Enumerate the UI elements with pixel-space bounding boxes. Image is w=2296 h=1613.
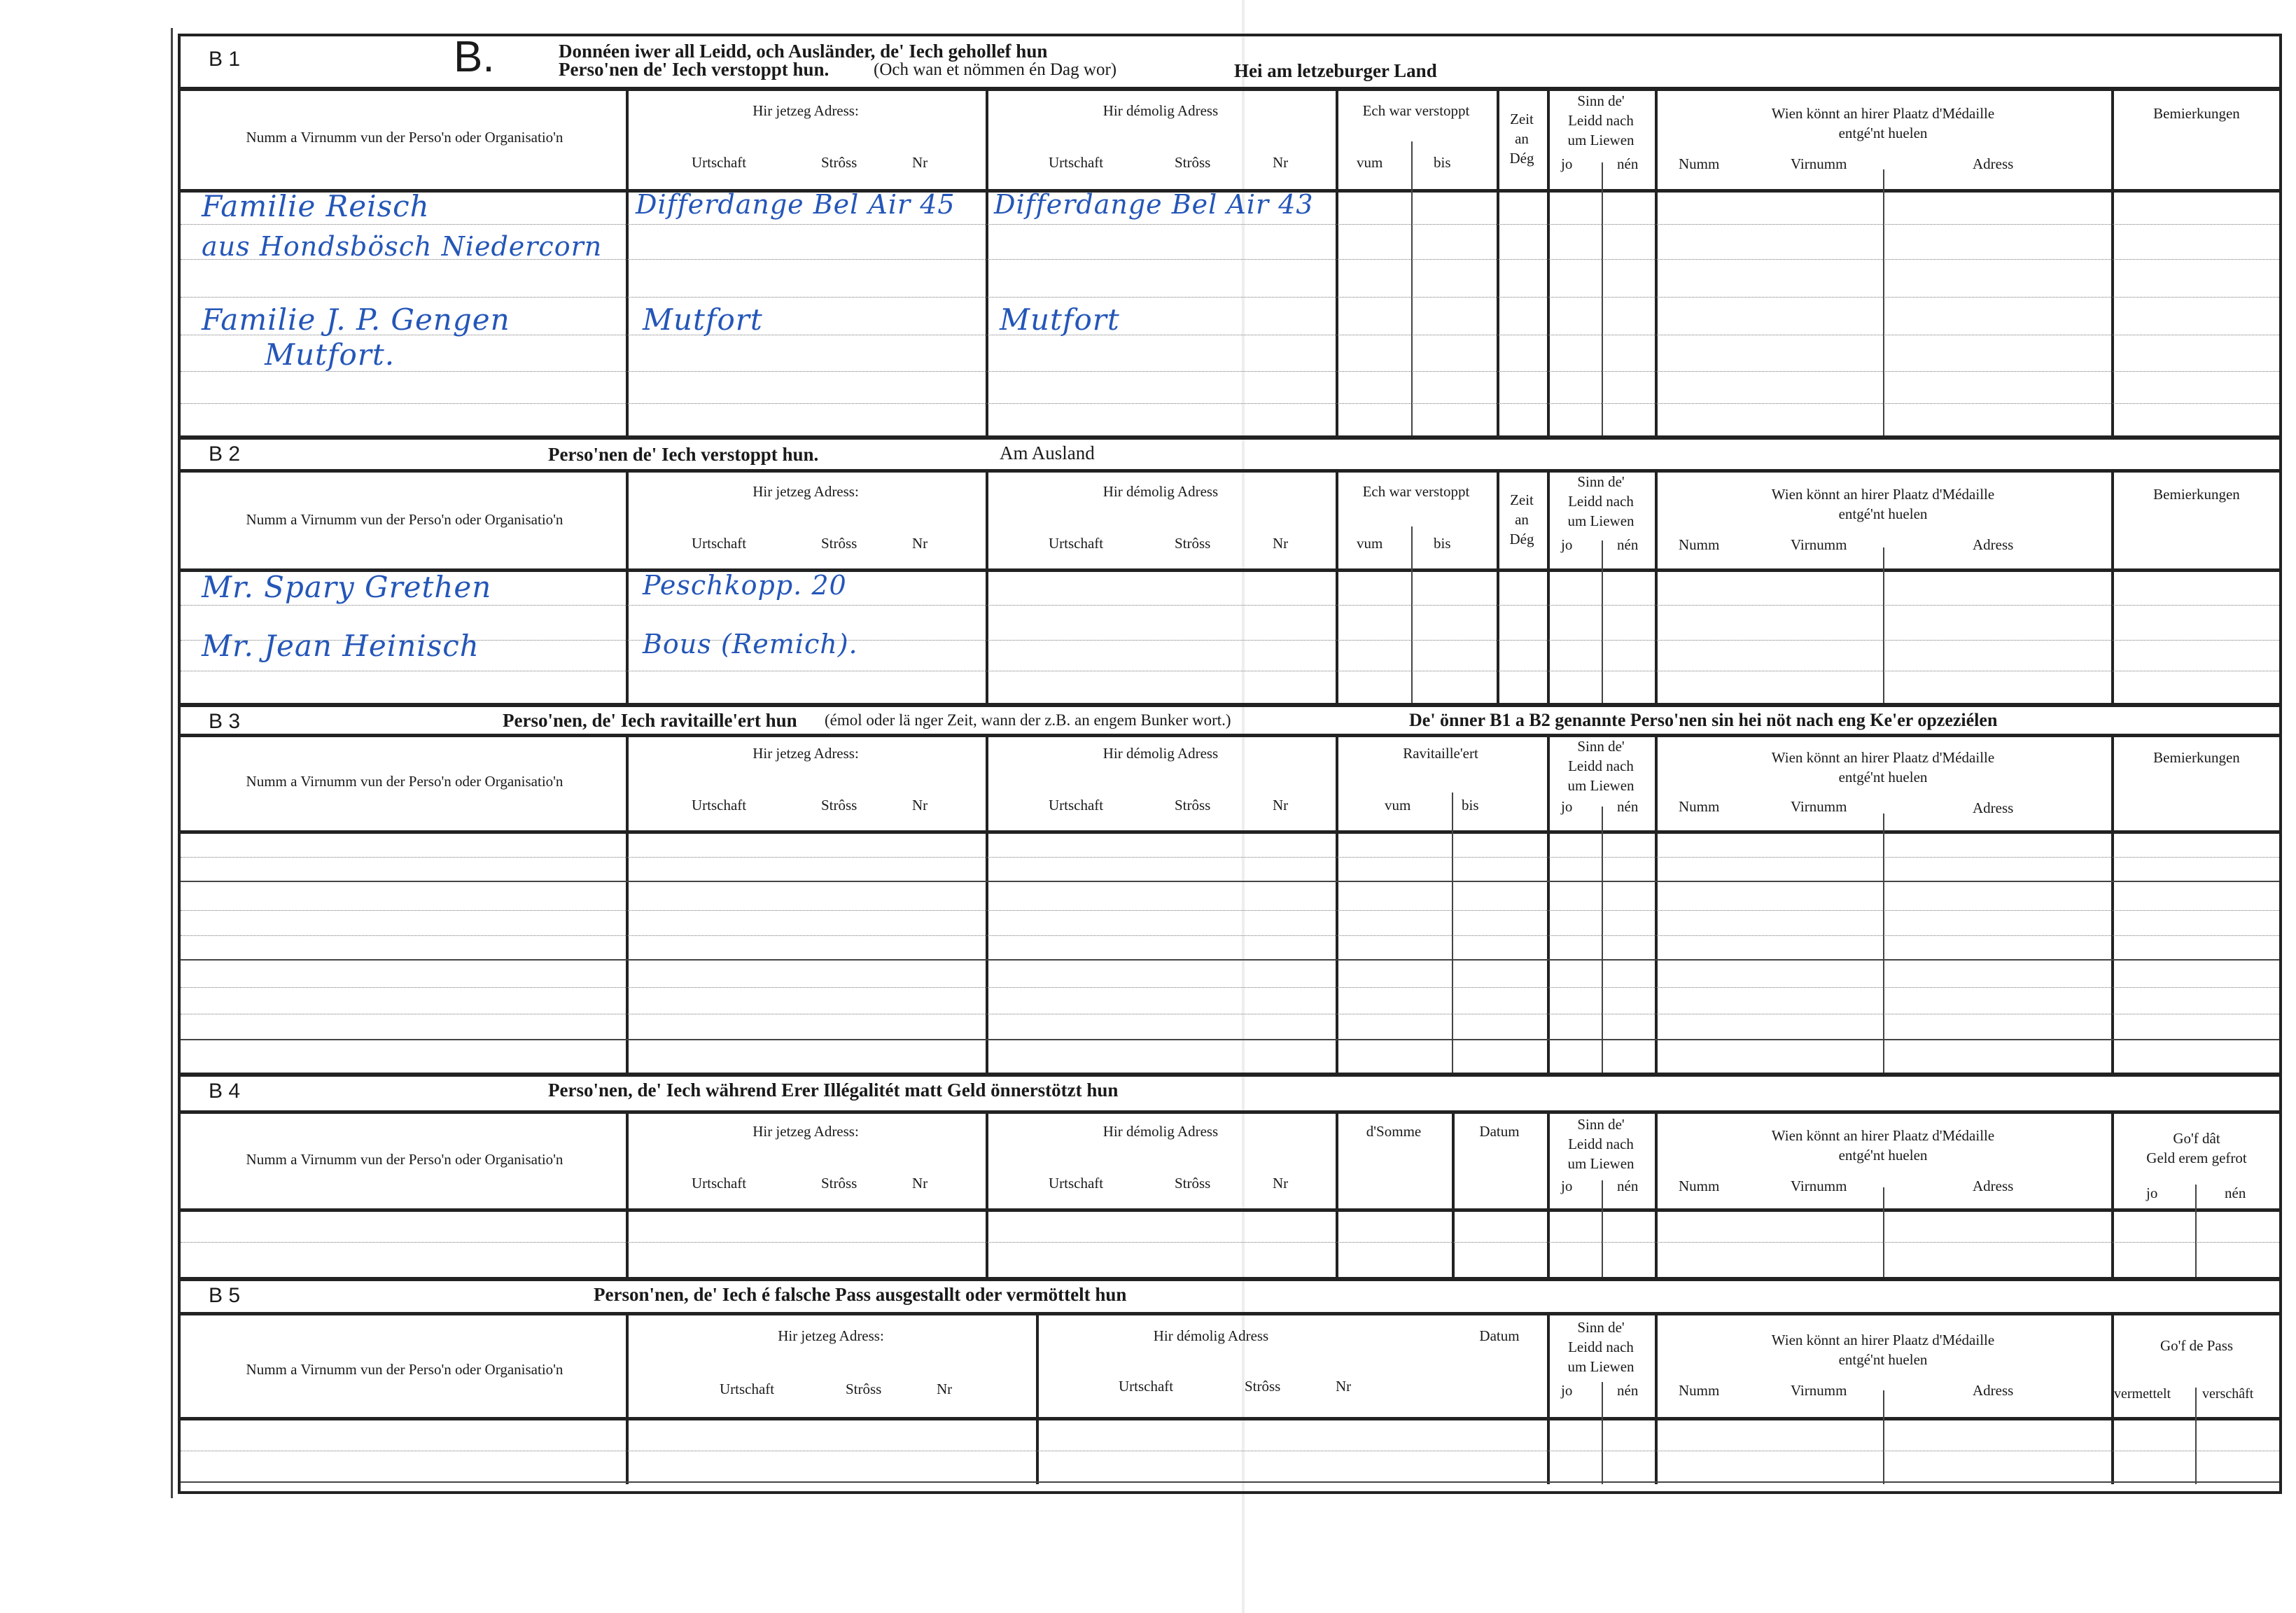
header-numm: Numm	[1679, 536, 1720, 553]
b2-entry-addr-2: Bous (Remich).	[643, 629, 858, 659]
header-adress: Adress	[1973, 1178, 2014, 1194]
section-code-b3: B 3	[209, 710, 241, 733]
b4-header-rule	[181, 1208, 2279, 1212]
header-somme: d'Somme	[1366, 1123, 1422, 1140]
header-urtschaft: Urtschaft	[692, 1175, 747, 1192]
header-vum: vum	[1357, 154, 1383, 171]
vline	[2111, 469, 2114, 703]
b1-title-line3: Hei am letzeburger Land	[1234, 60, 1437, 81]
header-alive: Sinn de' Leidd nach um Liewen	[1567, 1116, 1634, 1172]
header-nen: nén	[1617, 1382, 1639, 1399]
header-pass: Go'f de Pass	[2160, 1337, 2234, 1354]
b1-entry-addr-3: Mutfort	[643, 302, 763, 337]
section-code-b4: B 4	[209, 1080, 241, 1103]
header-jo: jo	[2146, 1185, 2158, 1201]
header-addr-now: Hir jetzeg Adress:	[752, 483, 859, 500]
vline	[626, 87, 629, 435]
header-hidden: Ech war verstoppt	[1362, 483, 1470, 500]
b3-header-rule	[181, 830, 2279, 834]
header-virnumm: Virnumm	[1791, 798, 1847, 815]
header-name: Numm a Virnumm vun der Perso'n oder Organisatio'n	[246, 511, 564, 528]
header-alive: Sinn de' Leidd nach um Liewen	[1567, 92, 1634, 148]
header-addr-then: Hir démolig Adress	[1102, 102, 1219, 119]
entry-line	[181, 403, 2279, 404]
header-nr: Nr	[937, 1381, 953, 1397]
entry-line	[181, 935, 2279, 936]
b4-title: Perso'nen, de' Iech während Erer Illégalitét matt Geld önnerstötzt hun	[548, 1080, 1119, 1101]
section-letter: B.	[454, 33, 495, 81]
header-adress: Adress	[1973, 799, 2014, 816]
b1-top-rule	[181, 87, 2279, 91]
header-nr: Nr	[1273, 535, 1289, 552]
header-bis: bis	[1434, 154, 1451, 171]
section-code-b2: B 2	[209, 442, 241, 466]
header-name: Numm a Virnumm vun der Perso'n oder Organisatio'n	[246, 1151, 564, 1168]
header-urtschaft: Urtschaft	[720, 1381, 775, 1397]
vline	[1602, 540, 1603, 703]
header-vermettelt: vermettelt	[2114, 1386, 2171, 1402]
header-stross: Strôss	[1175, 154, 1211, 171]
header-alive: Sinn de' Leidd nach um Liewen	[1567, 1319, 1634, 1375]
header-name: Numm a Virnumm vun der Perso'n oder Organisatio'n	[246, 773, 564, 790]
header-verschaft: verschâft	[2202, 1386, 2254, 1402]
bottom-rule	[181, 1481, 2279, 1483]
header-jo: jo	[1561, 1178, 1573, 1194]
header-jo: jo	[1561, 536, 1573, 553]
header-stross: Strôss	[821, 535, 858, 552]
vline	[1411, 526, 1413, 703]
vline	[626, 469, 629, 703]
header-nr: Nr	[912, 154, 928, 171]
b1-title-line2: Perso'nen de' Iech verstoppt hun.	[559, 59, 830, 80]
vline	[2195, 1388, 2197, 1484]
header-nen: nén	[2225, 1185, 2246, 1201]
header-stross: Strôss	[821, 797, 858, 814]
header-medal: Wien könnt an hirer Plaatz d'Médaille entgé'nt huelen	[1771, 486, 1995, 522]
header-nr: Nr	[1273, 1175, 1289, 1192]
vline	[1883, 169, 1884, 435]
b5-header-rule	[181, 1417, 2279, 1420]
b1-entry-old-addr-1: Differdange Bel Air 43	[994, 189, 1314, 220]
entry-line	[181, 959, 2279, 961]
header-bis: bis	[1434, 535, 1451, 552]
header-addr-then: Hir démolig Adress	[1102, 745, 1219, 762]
header-adress: Adress	[1973, 155, 2014, 172]
entry-line	[181, 297, 2279, 298]
b1-title-note: (Och wan et nömmen én Dag wor)	[874, 60, 1117, 79]
header-vum: vum	[1357, 535, 1383, 552]
header-medal: Wien könnt an hirer Plaatz d'Médaille entgé'nt huelen	[1771, 1332, 1995, 1368]
vline	[1602, 1180, 1603, 1277]
header-alive: Sinn de' Leidd nach um Liewen	[1567, 473, 1634, 529]
b3-top-rule	[181, 703, 2279, 707]
b4-head-top	[181, 1110, 2279, 1114]
b2-title: Perso'nen de' Iech verstoppt hun.	[548, 444, 819, 465]
header-bemerk: Bemierkungen	[2153, 749, 2240, 766]
form-sheet	[178, 34, 2282, 1494]
b1-entry-name-1: Familie Reisch	[202, 189, 430, 223]
b2-head-top	[181, 469, 2279, 473]
vline	[2111, 87, 2114, 435]
b2-entry-name-2: Mr. Jean Heinisch	[202, 629, 479, 663]
header-nr: Nr	[1273, 154, 1289, 171]
header-stross: Strôss	[1245, 1378, 1281, 1395]
b5-top-rule	[181, 1277, 2279, 1281]
header-ravit: Ravitaille'ert	[1403, 745, 1478, 762]
vline	[1336, 734, 1338, 1073]
b3-title: Perso'nen, de' Iech ravitaille'ert hun	[503, 710, 797, 731]
header-urtschaft: Urtschaft	[1119, 1378, 1174, 1395]
header-urtschaft: Urtschaft	[692, 535, 747, 552]
vline	[1883, 814, 1884, 1073]
header-adress: Adress	[1973, 1382, 2014, 1399]
header-name: Numm a Virnumm vun der Perso'n oder Organisatio'n	[246, 1361, 564, 1378]
vline	[1883, 547, 1884, 703]
vline	[1602, 162, 1603, 435]
b2-header-rule	[181, 568, 2279, 572]
header-urtschaft: Urtschaft	[692, 797, 747, 814]
header-medal: Wien könnt an hirer Plaatz d'Médaille entgé'nt huelen	[1771, 1127, 1995, 1164]
header-stross: Strôss	[846, 1381, 882, 1397]
vline	[2111, 734, 2114, 1073]
b5-title: Person'nen, de' Iech é falsche Pass ausgestallt oder vermöttelt hun	[594, 1284, 1127, 1305]
header-addr-then: Hir démolig Adress	[1102, 1123, 1219, 1140]
header-jo: jo	[1561, 155, 1573, 172]
header-adress: Adress	[1973, 536, 2014, 553]
header-nr: Nr	[1273, 797, 1289, 814]
header-nen: nén	[1617, 536, 1639, 553]
header-virnumm: Virnumm	[1791, 1382, 1847, 1399]
header-nr: Nr	[1336, 1378, 1352, 1395]
entry-line	[181, 371, 2279, 372]
header-nen: nén	[1617, 798, 1639, 815]
header-numm: Numm	[1679, 155, 1720, 172]
entry-line	[181, 987, 2279, 988]
vline	[986, 734, 988, 1073]
header-addr-now: Hir jetzeg Adress:	[778, 1327, 884, 1344]
header-stross: Strôss	[1175, 797, 1211, 814]
entry-line	[181, 640, 2279, 641]
header-urtschaft: Urtschaft	[1049, 154, 1104, 171]
b3-title-remark: De' önner B1 a B2 genannte Perso'nen sin hei nöt nach eng Ke'er opzeziélen	[1409, 710, 1998, 730]
header-urtschaft: Urtschaft	[1049, 535, 1104, 552]
vline	[1336, 87, 1338, 435]
section-code-b5: B 5	[209, 1284, 241, 1307]
b1-title-line1: Donnéen iwer all Leidd, och Ausländer, de' Iech gehollef hun	[559, 41, 1048, 62]
header-stross: Strôss	[821, 1175, 858, 1192]
header-datum: Datum	[1479, 1123, 1520, 1140]
b5-head-top	[181, 1312, 2279, 1315]
vline	[1883, 1390, 1884, 1484]
entry-line	[181, 605, 2279, 606]
header-stross: Strôss	[1175, 1175, 1211, 1192]
header-numm: Numm	[1679, 798, 1720, 815]
vline	[1411, 141, 1413, 435]
header-stross: Strôss	[1175, 535, 1211, 552]
header-datum: Datum	[1479, 1327, 1520, 1344]
vline	[1336, 469, 1338, 703]
header-name: Numm a Virnumm vun der Perso'n oder Organisatio'n	[246, 129, 564, 146]
header-vum: vum	[1385, 797, 1411, 814]
header-bemerk: Bemierkungen	[2153, 486, 2240, 503]
vline	[2195, 1185, 2197, 1277]
entry-line	[181, 857, 2279, 858]
header-urtschaft: Urtschaft	[692, 154, 747, 171]
header-medal: Wien könnt an hirer Plaatz d'Médaille entgé'nt huelen	[1771, 749, 1995, 785]
header-bis: bis	[1462, 797, 1479, 814]
b3-title-note: (émol oder lä nger Zeit, wann der z.B. an engem Bunker wort.)	[825, 711, 1231, 729]
header-nen: nén	[1617, 1178, 1639, 1194]
vline	[1452, 792, 1453, 1073]
b1-entry-name-4: Mutfort.	[265, 337, 396, 372]
b2-top-rule	[181, 435, 2279, 440]
header-urtschaft: Urtschaft	[1049, 797, 1104, 814]
vline	[1883, 1187, 1884, 1277]
header-addr-now: Hir jetzeg Adress:	[752, 102, 859, 119]
b2-entry-name-1: Mr. Spary Grethen	[202, 570, 492, 604]
vline	[1602, 1382, 1603, 1484]
header-hidden: Ech war verstoppt	[1362, 102, 1470, 119]
header-stross: Strôss	[821, 154, 858, 171]
b4-top-rule	[181, 1073, 2279, 1077]
vline	[626, 734, 629, 1073]
entry-line	[181, 1039, 2279, 1040]
header-addr-then: Hir démolig Adress	[1102, 483, 1219, 500]
b1-entry-addr-1: Differdange Bel Air 45	[636, 189, 955, 220]
header-numm: Numm	[1679, 1382, 1720, 1399]
header-virnumm: Virnumm	[1791, 1178, 1847, 1194]
b3-head-top	[181, 734, 2279, 737]
header-geld: Go'f dât Geld erem gefrot	[2146, 1130, 2247, 1166]
header-nr: Nr	[912, 797, 928, 814]
entry-line	[181, 224, 2279, 225]
entry-line	[181, 881, 2279, 882]
vline	[986, 469, 988, 703]
header-urtschaft: Urtschaft	[1049, 1175, 1104, 1192]
header-virnumm: Virnumm	[1791, 536, 1847, 553]
header-nen: nén	[1617, 155, 1639, 172]
header-jo: jo	[1561, 1382, 1573, 1399]
section-code-b1: B 1	[209, 48, 241, 71]
header-nr: Nr	[912, 535, 928, 552]
b2-subtitle: Am Ausland	[1000, 442, 1095, 463]
header-nr: Nr	[912, 1175, 928, 1192]
entry-line	[181, 1242, 2279, 1243]
binding-line	[171, 28, 173, 1498]
header-addr-now: Hir jetzeg Adress:	[752, 745, 859, 762]
b1-entry-name-2: aus Hondsbösch Niedercorn	[202, 231, 603, 262]
header-numm: Numm	[1679, 1178, 1720, 1194]
header-addr-now: Hir jetzeg Adress:	[752, 1123, 859, 1140]
b2-entry-addr-1: Peschkopp. 20	[643, 570, 847, 601]
header-zeit: Zeit an Dég	[1509, 491, 1534, 547]
header-bemerk: Bemierkungen	[2153, 105, 2240, 122]
header-addr-then: Hir démolig Adress	[1153, 1327, 1269, 1344]
header-medal: Wien könnt an hirer Plaatz d'Médaille entgé'nt huelen	[1771, 105, 1995, 141]
vline	[986, 87, 988, 435]
vline	[1602, 806, 1603, 1073]
header-zeit: Zeit an Dég	[1509, 111, 1534, 167]
header-virnumm: Virnumm	[1791, 155, 1847, 172]
header-jo: jo	[1561, 798, 1573, 815]
b1-entry-name-3: Familie J. P. Gengen	[202, 302, 510, 337]
entry-line	[181, 910, 2279, 911]
header-alive: Sinn de' Leidd nach um Liewen	[1567, 738, 1634, 794]
b1-entry-old-addr-3: Mutfort	[1000, 302, 1120, 337]
